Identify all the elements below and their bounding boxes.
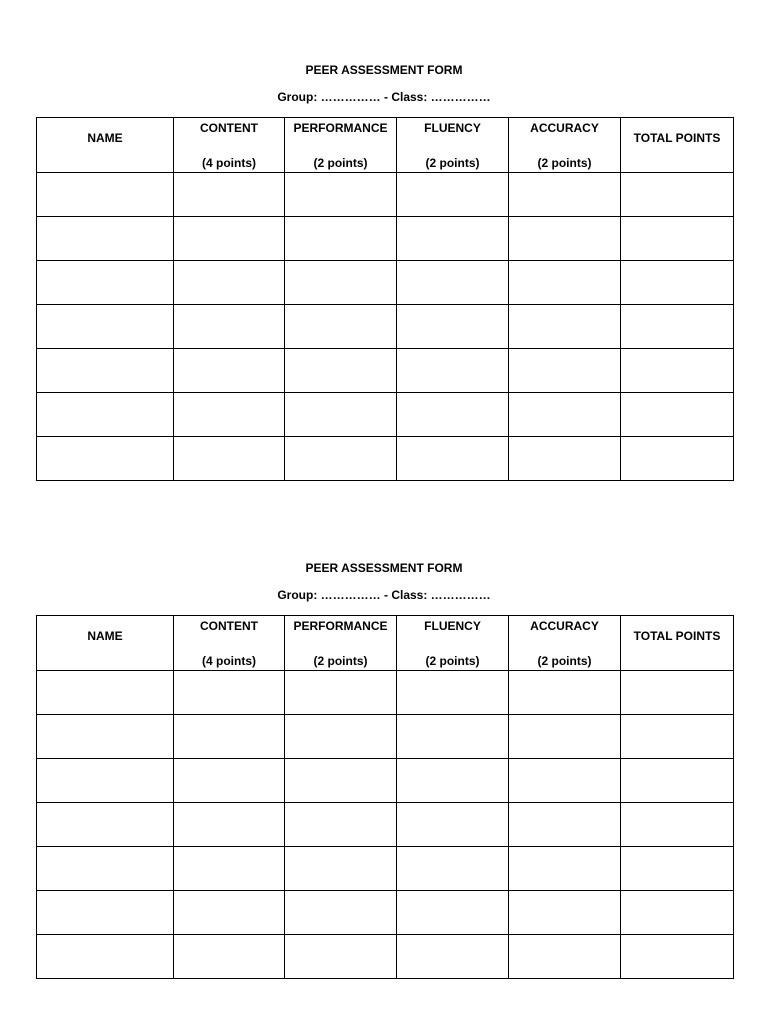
- name-cell[interactable]: [37, 437, 174, 481]
- performance-cell[interactable]: [285, 759, 397, 803]
- header-performance: PERFORMANCE (2 points): [285, 118, 397, 173]
- name-cell[interactable]: [37, 891, 174, 935]
- total-points-cell[interactable]: [621, 349, 734, 393]
- accuracy-cell[interactable]: [509, 803, 621, 847]
- accuracy-cell[interactable]: [509, 349, 621, 393]
- content-cell[interactable]: [174, 349, 285, 393]
- performance-cell[interactable]: [285, 803, 397, 847]
- content-cell[interactable]: [174, 217, 285, 261]
- fluency-cell[interactable]: [397, 393, 509, 437]
- content-cell[interactable]: [174, 891, 285, 935]
- table-row: [37, 217, 734, 261]
- name-cell[interactable]: [37, 935, 174, 979]
- fluency-cell[interactable]: [397, 935, 509, 979]
- name-cell[interactable]: [37, 173, 174, 217]
- table-row: [37, 261, 734, 305]
- accuracy-cell[interactable]: [509, 305, 621, 349]
- content-cell[interactable]: [174, 393, 285, 437]
- fluency-cell[interactable]: [397, 847, 509, 891]
- group-class-line: Group: …………… - Class: ……………: [277, 90, 491, 104]
- header-accuracy: ACCURACY (2 points): [509, 118, 621, 173]
- name-cell[interactable]: [37, 847, 174, 891]
- total-points-cell[interactable]: [621, 173, 734, 217]
- table-row: [37, 393, 734, 437]
- total-points-cell[interactable]: [621, 437, 734, 481]
- total-points-cell[interactable]: [621, 217, 734, 261]
- content-cell[interactable]: [174, 173, 285, 217]
- name-cell[interactable]: [37, 217, 174, 261]
- content-cell[interactable]: [174, 759, 285, 803]
- accuracy-cell[interactable]: [509, 847, 621, 891]
- table-row: [37, 305, 734, 349]
- header-total-points: TOTAL POINTS: [621, 118, 734, 173]
- accuracy-cell[interactable]: [509, 671, 621, 715]
- assessment-table: [36, 615, 734, 979]
- table-row: [37, 935, 734, 979]
- performance-cell[interactable]: [285, 261, 397, 305]
- table-row: [37, 803, 734, 847]
- header-name: NAME: [37, 118, 174, 173]
- accuracy-cell[interactable]: [509, 217, 621, 261]
- content-cell[interactable]: [174, 847, 285, 891]
- total-points-cell[interactable]: [621, 803, 734, 847]
- total-points-cell[interactable]: [621, 671, 734, 715]
- performance-cell[interactable]: [285, 393, 397, 437]
- fluency-cell[interactable]: [397, 349, 509, 393]
- performance-cell[interactable]: [285, 715, 397, 759]
- total-points-cell[interactable]: [621, 891, 734, 935]
- total-points-cell[interactable]: [621, 759, 734, 803]
- header-row: [37, 616, 734, 671]
- table-row: [37, 173, 734, 217]
- fluency-cell[interactable]: [397, 261, 509, 305]
- name-cell[interactable]: [37, 349, 174, 393]
- performance-cell[interactable]: [285, 217, 397, 261]
- performance-cell[interactable]: [285, 437, 397, 481]
- performance-cell[interactable]: [285, 305, 397, 349]
- fluency-cell[interactable]: [397, 217, 509, 261]
- accuracy-cell[interactable]: [509, 759, 621, 803]
- table-row: [37, 759, 734, 803]
- name-cell[interactable]: [37, 759, 174, 803]
- total-points-cell[interactable]: [621, 261, 734, 305]
- content-cell[interactable]: [174, 671, 285, 715]
- table-row: [37, 891, 734, 935]
- table-row: [37, 437, 734, 481]
- performance-cell[interactable]: [285, 671, 397, 715]
- table-body: [37, 671, 734, 979]
- fluency-cell[interactable]: [397, 305, 509, 349]
- fluency-cell[interactable]: [397, 803, 509, 847]
- name-cell[interactable]: [37, 671, 174, 715]
- header-content: CONTENT (4 points): [174, 616, 285, 671]
- performance-cell[interactable]: [285, 935, 397, 979]
- fluency-cell[interactable]: [397, 891, 509, 935]
- header-accuracy: ACCURACY (2 points): [509, 616, 621, 671]
- header-fluency: FLUENCY (2 points): [397, 118, 509, 173]
- performance-cell[interactable]: [285, 891, 397, 935]
- header-performance: PERFORMANCE (2 points): [285, 616, 397, 671]
- table-row: [37, 349, 734, 393]
- name-cell[interactable]: [37, 305, 174, 349]
- accuracy-cell[interactable]: [509, 173, 621, 217]
- accuracy-cell[interactable]: [509, 437, 621, 481]
- content-cell[interactable]: [174, 715, 285, 759]
- name-cell[interactable]: [37, 393, 174, 437]
- accuracy-cell[interactable]: [509, 393, 621, 437]
- form-title: PEER ASSESSMENT FORM: [305, 561, 463, 575]
- total-points-cell[interactable]: [621, 715, 734, 759]
- content-cell[interactable]: [174, 935, 285, 979]
- header-name: NAME: [37, 616, 174, 671]
- table-row: [37, 671, 734, 715]
- accuracy-cell[interactable]: [509, 935, 621, 979]
- content-cell[interactable]: [174, 305, 285, 349]
- table-row: [37, 715, 734, 759]
- header-fluency: FLUENCY (2 points): [397, 616, 509, 671]
- name-cell[interactable]: [37, 261, 174, 305]
- accuracy-cell[interactable]: [509, 891, 621, 935]
- group-class-line: Group: …………… - Class: ……………: [277, 588, 491, 602]
- content-cell[interactable]: [174, 261, 285, 305]
- content-cell[interactable]: [174, 803, 285, 847]
- name-cell[interactable]: [37, 715, 174, 759]
- fluency-cell[interactable]: [397, 437, 509, 481]
- performance-cell[interactable]: [285, 173, 397, 217]
- table-row: [37, 847, 734, 891]
- header-total-points: TOTAL POINTS: [621, 616, 734, 671]
- fluency-cell[interactable]: [397, 173, 509, 217]
- total-points-cell[interactable]: [621, 847, 734, 891]
- name-cell[interactable]: [37, 803, 174, 847]
- form-title: PEER ASSESSMENT FORM: [305, 63, 463, 77]
- fluency-cell[interactable]: [397, 671, 509, 715]
- header-row: [37, 118, 734, 173]
- assessment-table: [36, 117, 734, 481]
- performance-cell[interactable]: [285, 349, 397, 393]
- accuracy-cell[interactable]: [509, 261, 621, 305]
- table-body: [37, 173, 734, 481]
- content-cell[interactable]: [174, 437, 285, 481]
- total-points-cell[interactable]: [621, 393, 734, 437]
- total-points-cell[interactable]: [621, 935, 734, 979]
- accuracy-cell[interactable]: [509, 715, 621, 759]
- fluency-cell[interactable]: [397, 759, 509, 803]
- fluency-cell[interactable]: [397, 715, 509, 759]
- header-content: CONTENT (4 points): [174, 118, 285, 173]
- performance-cell[interactable]: [285, 847, 397, 891]
- total-points-cell[interactable]: [621, 305, 734, 349]
